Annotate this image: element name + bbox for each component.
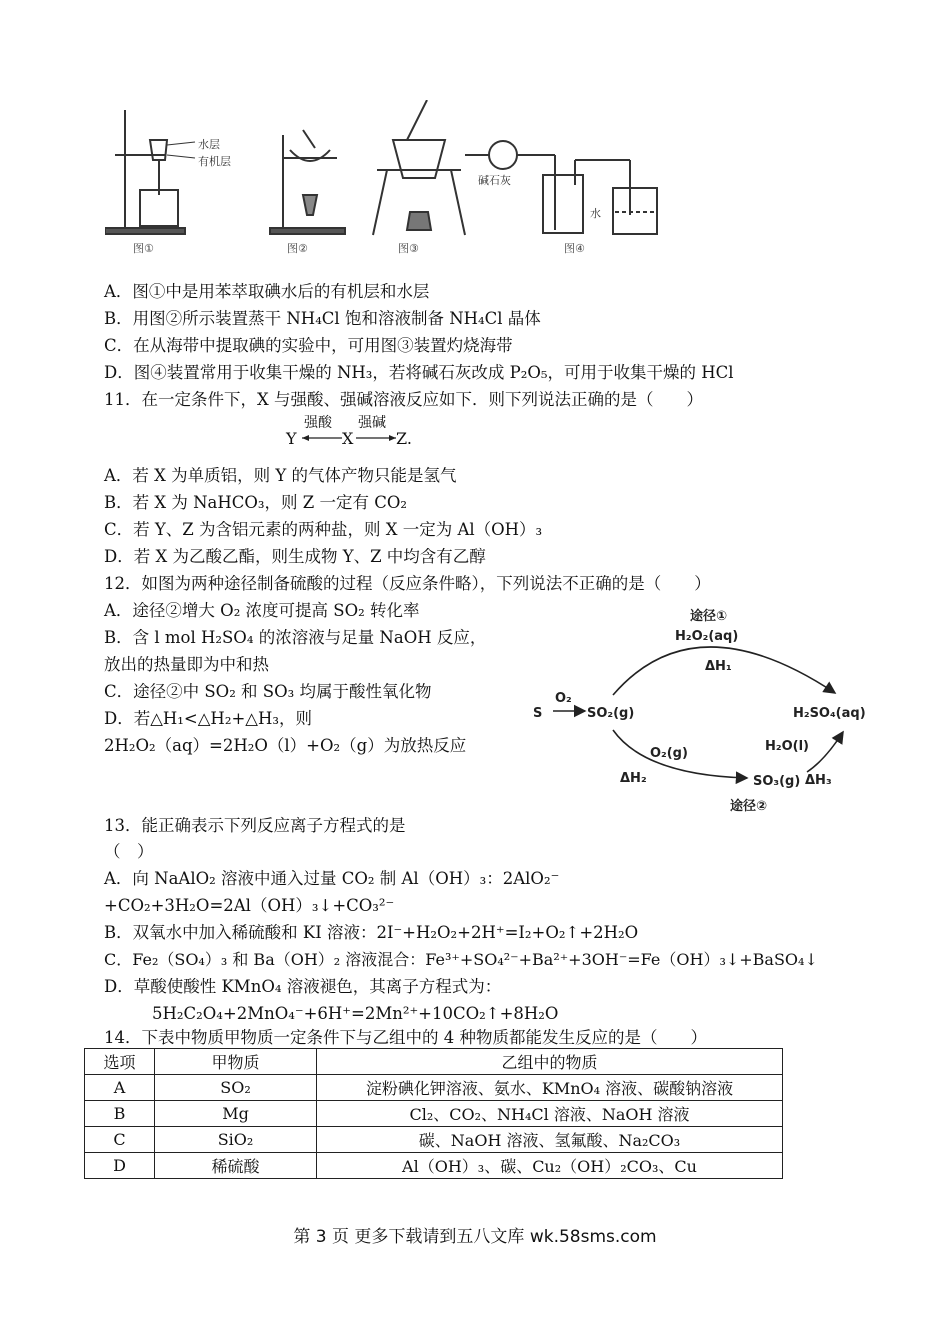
q12-option-d-cont: 2H₂O₂（aq）=2H₂O（l）+O₂（g）为放热反应 bbox=[104, 736, 467, 755]
table-cell: D bbox=[85, 1153, 155, 1179]
table-cell: A bbox=[85, 1075, 155, 1101]
table-header-row bbox=[85, 1049, 783, 1075]
q10-option-c: C．在从海带中提取碘的实验中，可用图③装置灼烧海带 bbox=[104, 336, 513, 355]
label-water: 水 bbox=[590, 207, 601, 220]
label-water-layer: 水层 bbox=[198, 138, 220, 151]
q11-option-a: A．若 X 为单质铝，则 Y 的气体产物只能是氢气 bbox=[104, 466, 457, 485]
table-cell: B bbox=[85, 1101, 155, 1127]
label-organic-layer: 有机层 bbox=[198, 155, 231, 168]
q11-option-c: C．若 Y、Z 为含铝元素的两种盐，则 X 一定为 Al（OH）₃ bbox=[104, 520, 543, 539]
q13-stem: 13．能正确表示下列反应离子方程式的是 bbox=[104, 816, 406, 835]
diag-s: S bbox=[533, 706, 543, 721]
arrow-right-icon bbox=[356, 434, 398, 442]
scheme-acid: 强酸 bbox=[304, 415, 332, 431]
diag-dh3: ΔH₃ bbox=[805, 773, 832, 788]
table-row bbox=[85, 1075, 783, 1101]
q10-option-b: B．用图②所示装置蒸干 NH₄Cl 饱和溶液制备 NH₄Cl 晶体 bbox=[104, 309, 541, 328]
q13-option-a-cont: +CO₂+3H₂O=2Al（OH）₃↓+CO₃²⁻ bbox=[104, 896, 395, 915]
diag-h2so4: H₂SO₄(aq) bbox=[793, 706, 866, 721]
diag-dh1: ΔH₁ bbox=[705, 659, 732, 674]
table-cell: SiO₂ bbox=[155, 1127, 317, 1153]
q10-option-a: A．图①中是用苯萃取碘水后的有机层和水层 bbox=[104, 282, 430, 301]
q11-option-d: D．若 X 为乙酸乙酯，则生成物 Y、Z 中均含有乙醇 bbox=[104, 547, 486, 566]
q10-option-d: D．图④装置常用于收集干燥的 NH₃，若将碱石灰改成 P₂O₅，可用于收集干燥的 HCl bbox=[104, 363, 734, 382]
header-substance-a: 甲物质 bbox=[155, 1049, 317, 1075]
diag-dh2: ΔH₂ bbox=[620, 771, 647, 786]
caption-fig4: 图④ bbox=[564, 242, 585, 255]
q13-option-a: A．向 NaAlO₂ 溶液中通入过量 CO₂ 制 Al（OH）₃：2AlO₂⁻ bbox=[104, 869, 560, 888]
scheme-base: 强碱 bbox=[358, 415, 386, 431]
table-cell: 稀硫酸 bbox=[155, 1153, 317, 1179]
table-cell: 碳、NaOH 溶液、氢氟酸、Na₂CO₃ bbox=[317, 1127, 783, 1153]
q12-option-d: D．若△H₁<△H₂+△H₃，则 bbox=[104, 709, 312, 728]
diag-h2o: H₂O(l) bbox=[765, 739, 809, 754]
table-cell: Cl₂、CO₂、NH₄Cl 溶液、NaOH 溶液 bbox=[317, 1101, 783, 1127]
q13-bracket: （ ） bbox=[104, 842, 154, 861]
diag-path1: 途径① bbox=[690, 609, 728, 624]
caption-fig1: 图① bbox=[133, 242, 154, 255]
q11-option-b: B．若 X 为 NaHCO₃，则 Z 一定有 CO₂ bbox=[104, 493, 408, 512]
page-footer: 第 3 页 更多下载请到五八文库 wk.58sms.com bbox=[293, 1227, 657, 1247]
q12-option-b: B．含 l mol H₂SO₄ 的浓溶液与足量 NaOH 反应， bbox=[104, 628, 487, 647]
scheme-z: Z. bbox=[396, 429, 412, 448]
diag-o2g: O₂(g) bbox=[650, 746, 688, 761]
diag-so2: SO₂(g) bbox=[587, 706, 635, 721]
table-cell: SO₂ bbox=[155, 1075, 317, 1101]
q12-option-a: A．途径②增大 O₂ 浓度可提高 SO₂ 转化率 bbox=[104, 601, 420, 620]
scheme-y: Y bbox=[286, 429, 297, 448]
diag-path2: 途径② bbox=[730, 799, 768, 814]
q13-option-b: B．双氧水中加入稀硫酸和 KI 溶液：2I⁻+H₂O₂+2H⁺=I₂+O₂↑+2H₂O bbox=[104, 923, 639, 942]
diag-o2: O₂ bbox=[555, 691, 572, 706]
table-row bbox=[85, 1127, 783, 1153]
table-row bbox=[85, 1153, 783, 1179]
sulfuric-acid-route-diagram bbox=[525, 600, 885, 815]
scheme-x: X bbox=[342, 429, 354, 448]
q14-stem: 14．下表中物质甲物质一定条件下与乙组中的 4 种物质都能发生反应的是（ ） bbox=[104, 1028, 707, 1047]
q12-option-c: C．途径②中 SO₂ 和 SO₃ 均属于酸性氧化物 bbox=[104, 682, 432, 701]
table-cell: C bbox=[85, 1127, 155, 1153]
diag-so3: SO₃(g) bbox=[753, 774, 801, 789]
table-cell: 淀粉碘化钾溶液、氨水、KMnO₄ 溶液、碳酸钠溶液 bbox=[317, 1075, 783, 1101]
q11-stem: 11．在一定条件下，X 与强酸、强碱溶液反应如下．则下列说法正确的是（ ） bbox=[104, 390, 703, 409]
label-soda-lime: 碱石灰 bbox=[478, 174, 511, 187]
header-substance-group-b: 乙组中的物质 bbox=[317, 1049, 783, 1075]
q13-option-c: C．Fe₂（SO₄）₃ 和 Ba（OH）₂ 溶液混合：Fe³⁺+SO₄²⁻+Ba²⁺+3OH⁻=Fe（OH）₃↓+BaSO₄↓ bbox=[104, 950, 818, 969]
caption-fig3: 图③ bbox=[398, 242, 419, 255]
arrow-left-icon bbox=[300, 434, 342, 442]
q12-option-b-cont: 放出的热量即为中和热 bbox=[104, 655, 269, 674]
table-row bbox=[85, 1101, 783, 1127]
header-option: 选项 bbox=[85, 1049, 155, 1075]
q13-option-d-cont: 5H₂C₂O₄+2MnO₄⁻+6H⁺=2Mn²⁺+10CO₂↑+8H₂O bbox=[152, 1004, 559, 1023]
q14-table bbox=[84, 1048, 783, 1179]
caption-fig2: 图② bbox=[287, 242, 308, 255]
q13-option-d: D．草酸使酸性 KMnO₄ 溶液褪色，其离子方程式为： bbox=[104, 977, 502, 996]
table-cell: Mg bbox=[155, 1101, 317, 1127]
diag-h2o2: H₂O₂(aq) bbox=[675, 629, 739, 644]
q11-scheme bbox=[286, 412, 426, 452]
q12-stem: 12．如图为两种途径制备硫酸的过程（反应条件略），下列说法不正确的是（ ） bbox=[104, 574, 711, 593]
table-cell: Al（OH）₃、碳、Cu₂（OH）₂CO₃、Cu bbox=[317, 1153, 783, 1179]
